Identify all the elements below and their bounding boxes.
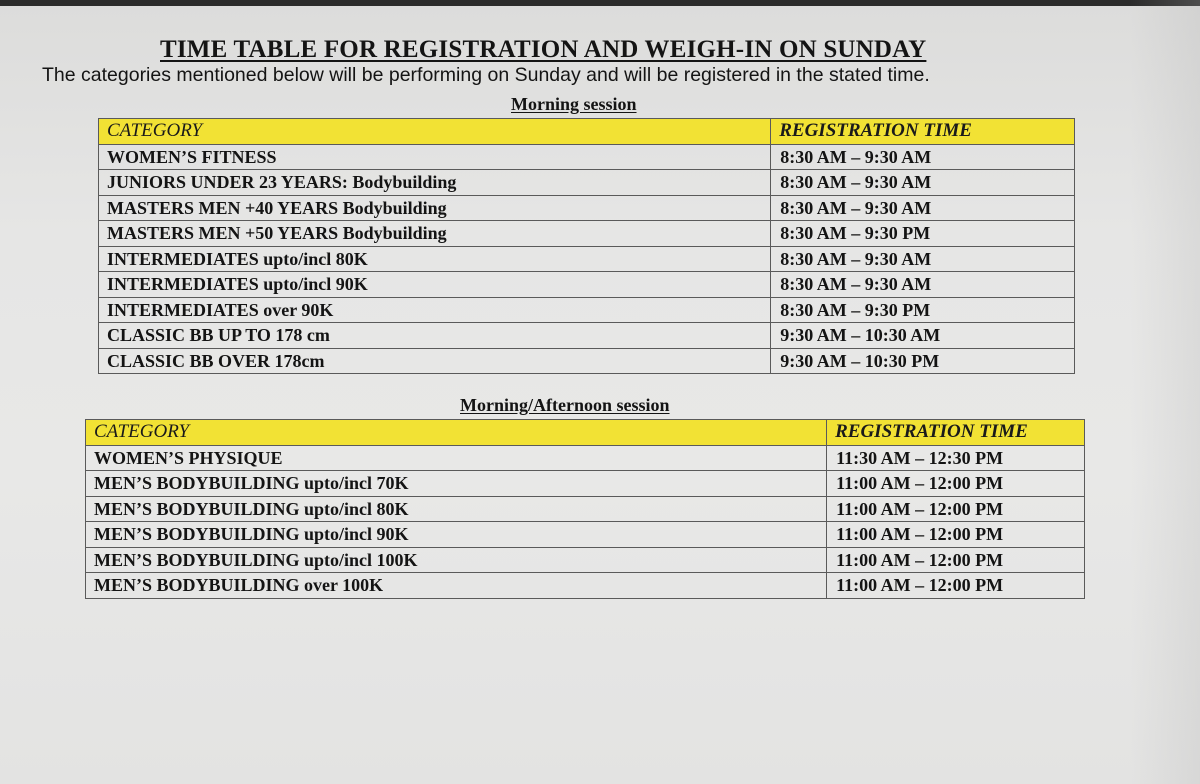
category-cell: JUNIORS UNDER 23 YEARS: Bodybuilding	[99, 170, 771, 196]
category-column-header: CATEGORY	[99, 119, 771, 145]
session-title-morning-afternoon: Morning/Afternoon session	[460, 395, 670, 415]
registration-time-cell: 11:00 AM – 12:00 PM	[827, 522, 1085, 548]
category-cell: INTERMEDIATES upto/incl 90K	[99, 272, 771, 298]
table-row	[86, 496, 1085, 522]
category-column-header: CATEGORY	[86, 420, 827, 446]
registration-time-cell: 11:00 AM – 12:00 PM	[827, 573, 1085, 599]
category-cell: INTERMEDIATES upto/incl 80K	[99, 246, 771, 272]
category-cell: WOMEN’S FITNESS	[99, 144, 771, 170]
registration-time-cell: 8:30 AM – 9:30 PM	[771, 221, 1075, 247]
registration-time-cell: 11:00 AM – 12:00 PM	[827, 496, 1085, 522]
table-header-row	[86, 420, 1085, 446]
category-cell: MEN’S BODYBUILDING upto/incl 80K	[86, 496, 827, 522]
registration-time-cell: 9:30 AM – 10:30 PM	[771, 348, 1075, 374]
category-cell: MASTERS MEN +40 YEARS Bodybuilding	[99, 195, 771, 221]
category-cell: WOMEN’S PHYSIQUE	[86, 445, 827, 471]
table-row	[99, 323, 1075, 349]
category-cell: MEN’S BODYBUILDING upto/incl 100K	[86, 547, 827, 573]
registration-time-cell: 9:30 AM – 10:30 AM	[771, 323, 1075, 349]
table-row	[99, 195, 1075, 221]
registration-time-cell: 11:00 AM – 12:00 PM	[827, 471, 1085, 497]
morning-afternoon-rows	[86, 445, 1085, 598]
registration-time-column-header: REGISTRATION TIME	[771, 119, 1075, 145]
table-row	[86, 471, 1085, 497]
table-row	[99, 272, 1075, 298]
morning-rows	[99, 144, 1075, 374]
page-title: TIME TABLE FOR REGISTRATION AND WEIGH-IN ON SUNDAY	[160, 36, 927, 63]
registration-time-cell: 11:00 AM – 12:00 PM	[827, 547, 1085, 573]
registration-time-cell: 8:30 AM – 9:30 AM	[771, 144, 1075, 170]
session-title-morning: Morning session	[511, 94, 637, 114]
category-cell: INTERMEDIATES over 90K	[99, 297, 771, 323]
category-cell: CLASSIC BB UP TO 178 cm	[99, 323, 771, 349]
table-row	[86, 573, 1085, 599]
table-row	[99, 297, 1075, 323]
paper-shadow	[1130, 0, 1200, 784]
table-row	[86, 522, 1085, 548]
table-header-row	[99, 119, 1075, 145]
registration-time-cell: 8:30 AM – 9:30 AM	[771, 170, 1075, 196]
morning-afternoon-session-table	[85, 419, 1085, 599]
table-row	[99, 246, 1075, 272]
registration-time-cell: 8:30 AM – 9:30 AM	[771, 272, 1075, 298]
table-row	[99, 221, 1075, 247]
table-row	[86, 445, 1085, 471]
table-row	[99, 144, 1075, 170]
category-cell: MASTERS MEN +50 YEARS Bodybuilding	[99, 221, 771, 247]
table-row	[99, 170, 1075, 196]
category-cell: MEN’S BODYBUILDING over 100K	[86, 573, 827, 599]
table-row	[99, 348, 1075, 374]
morning-session-table	[98, 118, 1075, 374]
category-cell: CLASSIC BB OVER 178cm	[99, 348, 771, 374]
intro-text: The categories mentioned below will be performing on Sunday and will be registered in the stated time.	[42, 64, 930, 86]
registration-time-column-header: REGISTRATION TIME	[827, 420, 1085, 446]
category-cell: MEN’S BODYBUILDING upto/incl 70K	[86, 471, 827, 497]
category-cell: MEN’S BODYBUILDING upto/incl 90K	[86, 522, 827, 548]
table-row	[86, 547, 1085, 573]
registration-time-cell: 8:30 AM – 9:30 PM	[771, 297, 1075, 323]
registration-time-cell: 11:30 AM – 12:30 PM	[827, 445, 1085, 471]
registration-time-cell: 8:30 AM – 9:30 AM	[771, 195, 1075, 221]
top-rule	[0, 0, 1200, 6]
registration-time-cell: 8:30 AM – 9:30 AM	[771, 246, 1075, 272]
